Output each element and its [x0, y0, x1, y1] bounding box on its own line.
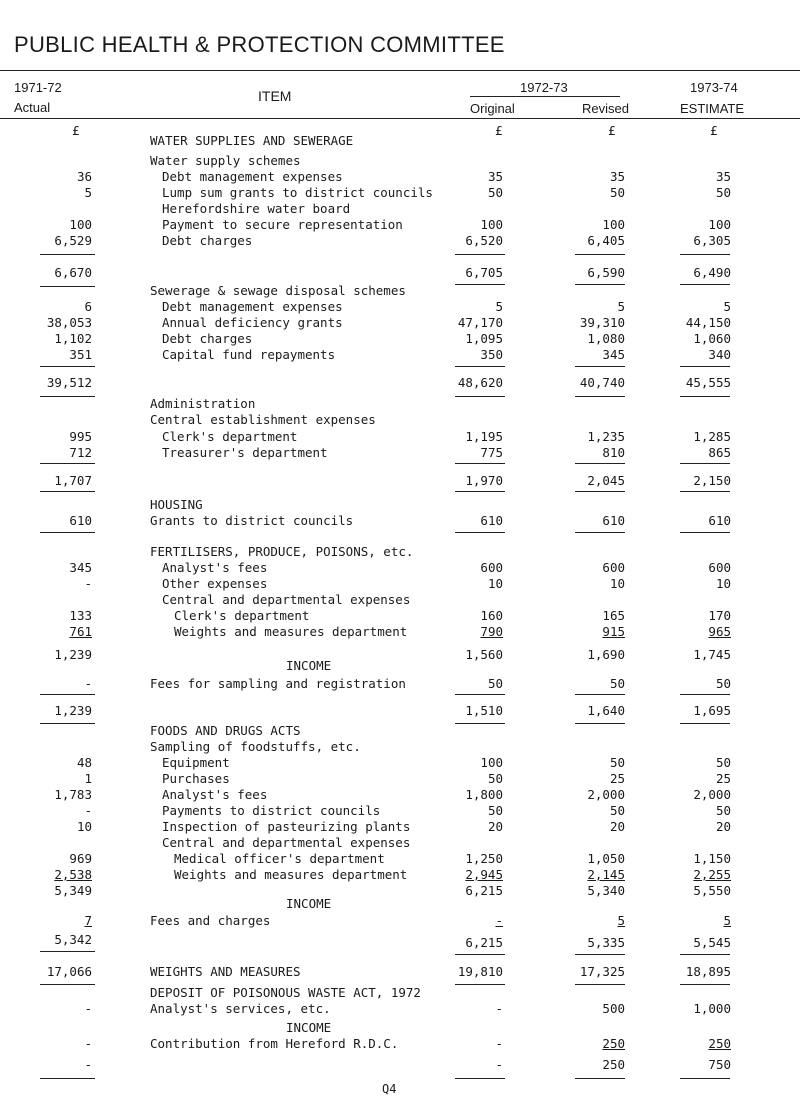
actual-value: 10: [76, 819, 92, 834]
subtotal-rule: [455, 366, 505, 367]
original-value: 1,800: [465, 787, 503, 802]
actual-subtotal: 5,342: [54, 932, 92, 947]
original-subtotal: -: [495, 1057, 503, 1072]
revised-value: 500: [602, 1001, 625, 1016]
estimate-value: 10: [715, 576, 731, 591]
total-rule: [575, 284, 625, 285]
total-rule: [680, 984, 730, 985]
estimate-value: 25: [715, 771, 731, 786]
estimate-subtotal: 1,745: [693, 647, 731, 662]
item-label: Administration: [150, 396, 256, 411]
item-label: Capital fund repayments: [162, 347, 336, 362]
estimate-value: 1,000: [693, 1001, 731, 1016]
revised-value: 5: [617, 299, 625, 314]
original-subtotal: 1,560: [465, 647, 503, 662]
original-subtotal: 6,215: [465, 935, 503, 950]
item-label: Herefordshire water board: [162, 201, 351, 216]
actual-value: -: [84, 1001, 92, 1016]
currency-revised: £: [608, 123, 616, 138]
original-value: 5: [495, 299, 503, 314]
subtotal-rule: [680, 463, 730, 464]
original-value: 2,945: [465, 867, 503, 882]
original-value: 20: [487, 819, 503, 834]
revised-value: 6,405: [587, 233, 625, 248]
original-value: 100: [480, 217, 503, 232]
estimate-value: 1,150: [693, 851, 731, 866]
subtotal-rule: [575, 694, 625, 695]
item-label: Treasurer's department: [162, 445, 328, 460]
item-label: Sewerage & sewage disposal schemes: [150, 283, 406, 298]
item-label: Fees and charges: [150, 913, 271, 928]
subtotal-rule: [680, 694, 730, 695]
item-label: Payment to secure representation: [162, 217, 403, 232]
section-heading: DEPOSIT OF POISONOUS WASTE ACT, 1972: [150, 985, 421, 1000]
total-rule: [575, 532, 625, 533]
actual-value: 6,529: [54, 233, 92, 248]
item-label: Medical officer's department: [174, 851, 385, 866]
actual-value: 7: [84, 913, 92, 928]
header-original: Original: [470, 101, 515, 116]
item-label: Analyst's fees: [162, 560, 268, 575]
header-estimate: ESTIMATE: [680, 101, 745, 116]
actual-value: 345: [69, 560, 92, 575]
total-rule: [455, 723, 505, 724]
total-rule: [455, 284, 505, 285]
item-label: Debt management expenses: [162, 299, 343, 314]
original-subtotal: 48,620: [457, 375, 503, 390]
header-1973-year: 1973-74: [690, 80, 738, 95]
total-rule: [40, 1078, 95, 1079]
original-value: 50: [487, 803, 503, 818]
total-rule: [680, 491, 730, 492]
revised-value: 2,000: [587, 787, 625, 802]
total-rule: [680, 723, 730, 724]
actual-value: 133: [69, 608, 92, 623]
total-rule: [40, 723, 95, 724]
actual-value: 351: [69, 347, 92, 362]
actual-value: 36: [76, 169, 92, 184]
estimate-value: 340: [708, 347, 731, 362]
original-value: 1,250: [465, 851, 503, 866]
revised-value: 1,080: [587, 331, 625, 346]
actual-value: 610: [69, 513, 92, 528]
estimate-subtotal: 45,555: [685, 375, 731, 390]
total-rule: [680, 1078, 730, 1079]
estimate-value: 44,150: [685, 315, 731, 330]
total-rule: [455, 954, 505, 955]
actual-value: 5: [84, 185, 92, 200]
total-rule: [40, 286, 95, 287]
subtotal-rule: [575, 366, 625, 367]
estimate-value: 35: [715, 169, 731, 184]
original-value: 6,520: [465, 233, 503, 248]
header-actual-year: 1971-72: [14, 80, 62, 95]
header-revised: Revised: [582, 101, 629, 116]
revised-subtotal: 1,690: [587, 647, 625, 662]
item-label: Debt charges: [162, 233, 253, 248]
total-rule: [575, 396, 625, 397]
original-value: 775: [480, 445, 503, 460]
revised-subtotal: 6,590: [587, 265, 625, 280]
page-number: Q4: [382, 1082, 397, 1096]
item-label: Analyst's fees: [162, 787, 268, 802]
item-label: Payments to district councils: [162, 803, 381, 818]
item-label: Central establishment expenses: [150, 412, 376, 427]
original-value: 50: [487, 771, 503, 786]
revised-subtotal: 2,045: [587, 473, 625, 488]
actual-subtotal: 1,239: [54, 703, 92, 718]
page-title: PUBLIC HEALTH & PROTECTION COMMITTEE: [14, 32, 505, 57]
total-rule: [575, 984, 625, 985]
original-value: 50: [487, 676, 503, 691]
currency-original: £: [495, 123, 503, 138]
total-rule: [575, 491, 625, 492]
subtotal-rule: [575, 254, 625, 255]
actual-subtotal: 6,670: [54, 265, 92, 280]
estimate-subtotal: 5,545: [693, 935, 731, 950]
estimate-subtotal: 750: [708, 1057, 731, 1072]
revised-value: 50: [609, 755, 625, 770]
original-value: -: [495, 913, 503, 928]
income-heading: INCOME: [286, 1020, 332, 1035]
estimate-value: 250: [708, 1036, 731, 1051]
estimate-value: 100: [708, 217, 731, 232]
subtotal-rule: [40, 254, 95, 255]
item-label: Annual deficiency grants: [162, 315, 343, 330]
total-rule: [680, 284, 730, 285]
header-item: ITEM: [258, 88, 292, 104]
actual-value: 1,783: [54, 787, 92, 802]
item-label: Sampling of foodstuffs, etc.: [150, 739, 361, 754]
revised-value: 2,145: [587, 867, 625, 882]
original-value: 610: [480, 513, 503, 528]
income-heading: INCOME: [286, 896, 332, 911]
item-label: Other expenses: [162, 576, 268, 591]
revised-value: 100: [602, 217, 625, 232]
actual-value: -: [84, 803, 92, 818]
revised-value: 35: [609, 169, 625, 184]
item-label: Inspection of pasteurizing plants: [162, 819, 411, 834]
original-value: 50: [487, 185, 503, 200]
total-rule: [455, 532, 505, 533]
original-value: 47,170: [457, 315, 503, 330]
header-span-rule: [470, 96, 620, 97]
subtotal-rule: [455, 254, 505, 255]
actual-subtotal: 5,349: [54, 883, 92, 898]
actual-value: 2,538: [54, 867, 92, 882]
item-label: Fees for sampling and registration: [150, 676, 406, 691]
section-heading: FERTILISERS, PRODUCE, POISONS, etc.: [150, 544, 414, 559]
revised-value: 345: [602, 347, 625, 362]
total-rule: [40, 984, 95, 985]
revised-value: 610: [602, 513, 625, 528]
original-value: 19,810: [457, 964, 503, 979]
original-subtotal: 6,215: [465, 883, 503, 898]
subtotal-rule: [40, 366, 95, 367]
revised-value: 39,310: [579, 315, 625, 330]
header-actual-label: Actual: [14, 100, 51, 115]
header-bottom-rule: [0, 118, 800, 119]
total-rule: [575, 954, 625, 955]
actual-value: 969: [69, 851, 92, 866]
total-rule: [680, 532, 730, 533]
item-label: Central and departmental expenses: [162, 592, 411, 607]
subtotal-rule: [575, 463, 625, 464]
total-rule: [40, 396, 95, 397]
estimate-value: 865: [708, 445, 731, 460]
estimate-subtotal: 1,695: [693, 703, 731, 718]
revised-subtotal: 1,640: [587, 703, 625, 718]
item-label: Grants to district councils: [150, 513, 354, 528]
revised-value: 915: [602, 624, 625, 639]
item-label: Debt charges: [162, 331, 253, 346]
item-label: WATER SUPPLIES AND SEWERAGE: [150, 133, 354, 148]
total-rule: [40, 491, 95, 492]
actual-value: 995: [69, 429, 92, 444]
actual-subtotal: 39,512: [46, 375, 92, 390]
item-label: Lump sum grants to district councils: [162, 185, 433, 200]
original-value: 160: [480, 608, 503, 623]
revised-value: 17,325: [579, 964, 625, 979]
actual-value: 712: [69, 445, 92, 460]
estimate-value: 610: [708, 513, 731, 528]
estimate-value: 965: [708, 624, 731, 639]
item-label: Debt management expenses: [162, 169, 343, 184]
original-value: 600: [480, 560, 503, 575]
estimate-value: 2,000: [693, 787, 731, 802]
total-rule: [575, 1078, 625, 1079]
item-label: Contribution from Hereford R.D.C.: [150, 1036, 399, 1051]
original-subtotal: 1,970: [465, 473, 503, 488]
actual-value: 761: [69, 624, 92, 639]
estimate-value: 50: [715, 185, 731, 200]
actual-value: -: [84, 676, 92, 691]
revised-value: 165: [602, 608, 625, 623]
total-rule: [455, 491, 505, 492]
item-label: Water supply schemes: [150, 153, 301, 168]
revised-subtotal: 5,335: [587, 935, 625, 950]
original-value: 100: [480, 755, 503, 770]
original-subtotal: 1,510: [465, 703, 503, 718]
revised-value: 20: [609, 819, 625, 834]
revised-value: 25: [609, 771, 625, 786]
original-value: -: [495, 1001, 503, 1016]
actual-subtotal: 1,707: [54, 473, 92, 488]
header-1972-year: 1972-73: [520, 80, 568, 95]
total-rule: [455, 1078, 505, 1079]
section-heading: FOODS AND DRUGS ACTS: [150, 723, 301, 738]
original-value: 350: [480, 347, 503, 362]
estimate-value: 5: [723, 913, 731, 928]
total-rule: [680, 396, 730, 397]
currency-estimate: £: [710, 123, 718, 138]
original-value: 1,195: [465, 429, 503, 444]
estimate-value: 50: [715, 755, 731, 770]
actual-value: 6: [84, 299, 92, 314]
section-heading: WEIGHTS AND MEASURES: [150, 964, 301, 979]
actual-subtotal: 1,239: [54, 647, 92, 662]
actual-value: 17,066: [46, 964, 92, 979]
revised-value: 50: [609, 676, 625, 691]
item-label: Weights and measures department: [174, 867, 408, 882]
total-rule: [680, 954, 730, 955]
original-subtotal: 6,705: [465, 265, 503, 280]
estimate-value: 600: [708, 560, 731, 575]
original-value: 1,095: [465, 331, 503, 346]
estimate-value: 2,255: [693, 867, 731, 882]
income-heading: INCOME: [286, 658, 332, 673]
revised-value: 600: [602, 560, 625, 575]
revised-subtotal: 250: [602, 1057, 625, 1072]
estimate-value: 5: [723, 299, 731, 314]
subtotal-rule: [40, 694, 95, 695]
total-rule: [40, 951, 95, 952]
original-value: 10: [487, 576, 503, 591]
revised-subtotal: 40,740: [579, 375, 625, 390]
total-rule: [455, 984, 505, 985]
original-value: 790: [480, 624, 503, 639]
estimate-value: 170: [708, 608, 731, 623]
estimate-value: 18,895: [685, 964, 731, 979]
actual-value: 48: [76, 755, 92, 770]
total-rule: [455, 396, 505, 397]
estimate-subtotal: 5,550: [693, 883, 731, 898]
revised-value: 250: [602, 1036, 625, 1051]
item-label: Purchases: [162, 771, 230, 786]
estimate-subtotal: 2,150: [693, 473, 731, 488]
revised-value: 50: [609, 803, 625, 818]
revised-value: 10: [609, 576, 625, 591]
item-label: Equipment: [162, 755, 230, 770]
estimate-value: 1,060: [693, 331, 731, 346]
currency-actual: £: [72, 123, 80, 138]
estimate-value: 6,305: [693, 233, 731, 248]
total-rule: [40, 532, 95, 533]
revised-value: 50: [609, 185, 625, 200]
subtotal-rule: [680, 254, 730, 255]
subtotal-rule: [455, 463, 505, 464]
estimate-value: 50: [715, 676, 731, 691]
total-rule: [575, 723, 625, 724]
actual-value: 1: [84, 771, 92, 786]
estimate-value: 20: [715, 819, 731, 834]
actual-value: -: [84, 1036, 92, 1051]
estimate-value: 50: [715, 803, 731, 818]
actual-value: 100: [69, 217, 92, 232]
revised-value: 1,050: [587, 851, 625, 866]
revised-value: 5: [617, 913, 625, 928]
item-label: Central and departmental expenses: [162, 835, 411, 850]
actual-subtotal: -: [84, 1057, 92, 1072]
original-value: -: [495, 1036, 503, 1051]
original-value: 35: [487, 169, 503, 184]
actual-value: 38,053: [46, 315, 92, 330]
actual-value: -: [84, 576, 92, 591]
subtotal-rule: [455, 694, 505, 695]
section-heading: HOUSING: [150, 497, 203, 512]
header-top-rule: [0, 70, 800, 71]
revised-value: 1,235: [587, 429, 625, 444]
actual-value: 1,102: [54, 331, 92, 346]
estimate-subtotal: 6,490: [693, 265, 731, 280]
subtotal-rule: [40, 463, 95, 464]
estimate-value: 1,285: [693, 429, 731, 444]
revised-subtotal: 5,340: [587, 883, 625, 898]
item-label: Weights and measures department: [174, 624, 408, 639]
item-label: Clerk's department: [162, 429, 298, 444]
revised-value: 810: [602, 445, 625, 460]
item-label: Clerk's department: [174, 608, 310, 623]
item-label: Analyst's services, etc.: [150, 1001, 331, 1016]
subtotal-rule: [680, 366, 730, 367]
